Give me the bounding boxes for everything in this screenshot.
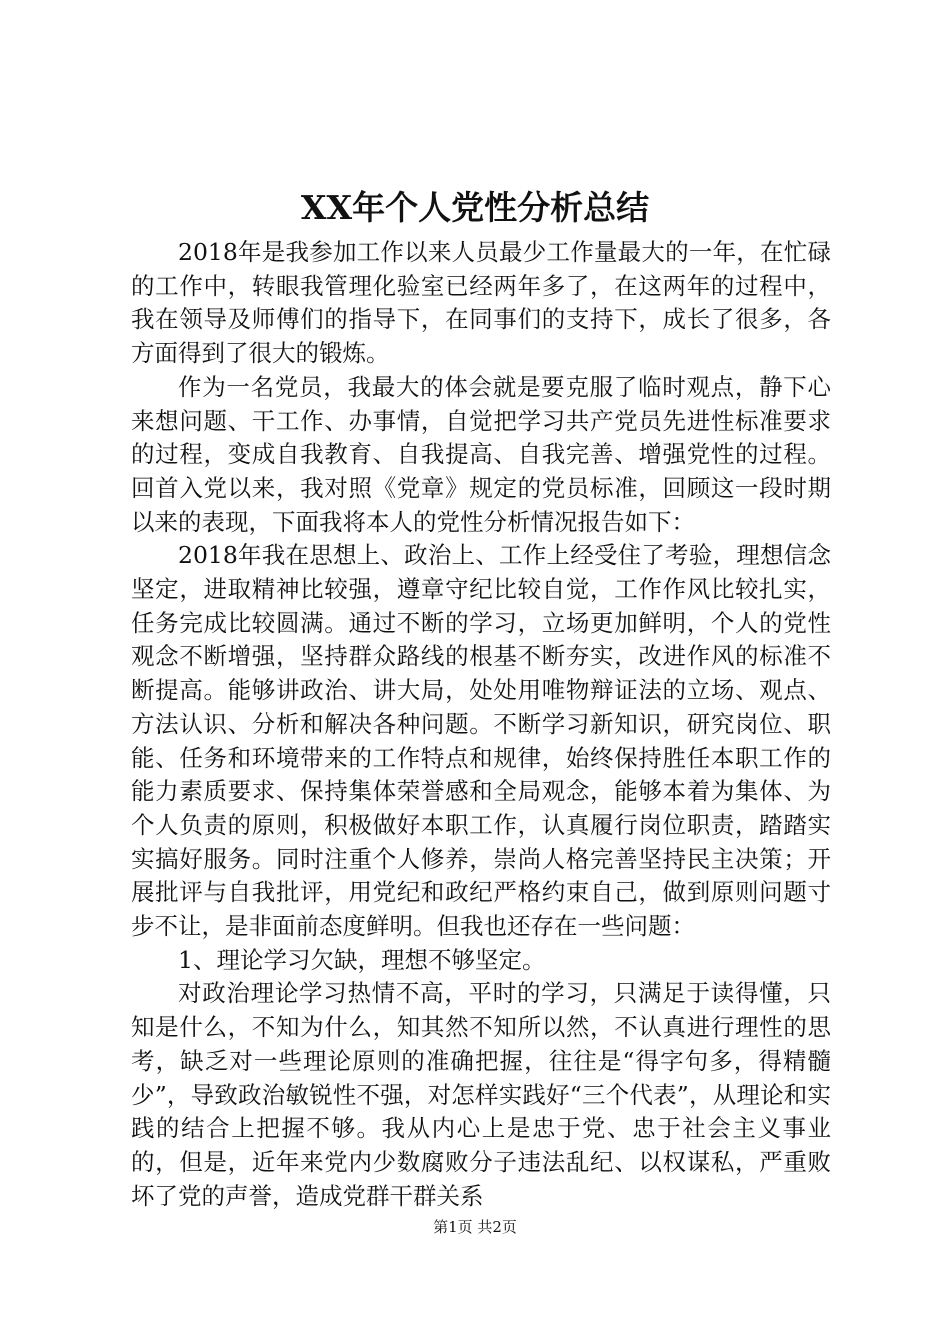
paragraph: 2018年是我参加工作以来人员最少工作量最大的一年，在忙碌的工作中，转眼我管理化验室已经两年多了，在这两年的过程中，我在领导及师傅们的指导下，在同事们的支持下，成长了很多，各方面得到了很大的锻炼。 xyxy=(131,238,831,368)
document-body xyxy=(131,236,831,1213)
paragraph: 2018年我在思想上、政治上、工作上经受住了考验，理想信念坚定，进取精神比较强，遵章守纪比较自觉，工作作风比较扎实，任务完成比较圆满。通过不断的学习，立场更加鲜明，个人的党性观念不断增强，坚持群众路线的根基不断夯实，改进作风的标准不断提高。能够讲政治、讲大局，处处用唯物辩证法的立场、观点、方法认识、分析和解决各种问题。不断学习新知识，研究岗位、职能、任务和环境带来的工作特点和规律，始终保持胜任本职工作的能力素质要求、保持集体荣誉感和全局观念，能够本着为集体、为个人负责的原则，积极做好本职工作，认真履行岗位职责，踏踏实实搞好服务。同时注重个人修养，崇尚人格完善坚持民主决策；开展批评与自我批评，用党纪和政纪严格约束自己，做到原则问题寸步不让，是非面前态度鲜明。但我也还存在一些问题： xyxy=(131,541,831,941)
paragraph: 对政治理论学习热情不高，平时的学习，只满足于读得懂，只知是什么，不知为什么，知其然不知所以然，不认真进行理性的思考，缺乏对一些理论原则的准确把握，往往是“得字句多，得精髓少”，导致政治敏锐性不强，对怎样实践好“三个代表”，从理论和实践的结合上把握不够。我从内心上是忠于党、忠于社会主义事业的，但是，近年来党内少数腐败分子违法乱纪、以权谋私，严重败坏了党的声誉，造成党群干群关系 xyxy=(131,979,831,1210)
paragraph: 1、理论学习欠缺，理想不够坚定。 xyxy=(178,945,546,974)
document-title: XX年个人党性分析总结 xyxy=(300,188,650,227)
page-number-footer: 第1页 共2页 xyxy=(433,1218,517,1236)
paragraph: 作为一名党员，我最大的体会就是要克服了临时观点，静下心来想问题、干工作、办事情，自觉把学习共产党员先进性标准要求的过程，变成自我教育、自我提高、自我完善、增强党性的过程。回首入党以来，我对照《党章》规定的党员标准，回顾这一段时期以来的表现，下面我将本人的党性分析情况报告如下： xyxy=(131,372,831,536)
